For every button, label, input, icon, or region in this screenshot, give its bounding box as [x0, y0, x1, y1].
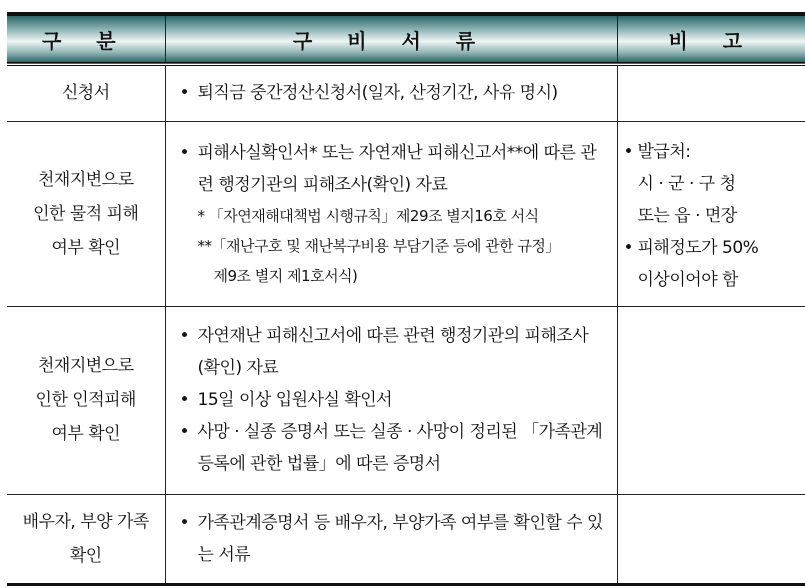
category-cell: 신청서 — [7, 64, 165, 121]
remark-line: 또는 읍 · 면장 — [637, 205, 737, 226]
document-item: • 퇴직금 중간정산신청서(일자, 산정기간, 사유 명시) — [176, 77, 609, 109]
header-documents: 구 비 서 류 — [165, 14, 617, 64]
required-documents-table — [7, 12, 805, 586]
document-item: • 15일 이상 입원사실 확인서 — [176, 384, 609, 416]
category-line: 배우자, 부양 가족 — [22, 511, 149, 532]
document-item: • 사망 · 실종 증명서 또는 실종 · 사망이 정리된 「가족관계등록에 관한 법률」에 따른 증명서 — [176, 416, 609, 480]
documents-cell — [165, 306, 617, 494]
documents-cell — [165, 64, 617, 121]
documents-cell — [165, 121, 617, 306]
category-line: 인한 인적피해 — [35, 390, 136, 410]
document-item: • 가족관계증명서 등 배우자, 부양가족 여부를 확인할 수 있는 서류 — [176, 507, 609, 571]
remark-line: 이상이어야 함 — [637, 269, 738, 290]
category-cell — [7, 306, 165, 494]
category-line: 확인 — [69, 545, 102, 566]
remark-item: • 발급처: — [624, 136, 802, 168]
remarks-cell — [617, 64, 805, 121]
category-line: 인한 물적 피해 — [33, 203, 139, 224]
category-line: 여부 확인 — [51, 424, 121, 444]
table-row — [7, 494, 805, 584]
footnote: **「재난구호 및 재난복구비용 부담기준 등에 관한 규정」 — [197, 236, 560, 255]
document-item: • 피해사실확인서* 또는 자연재난 피해신고서**에 따른 관련 행정기관의 피해조사(확인) 자료 — [176, 137, 609, 201]
documents-cell — [165, 494, 617, 584]
table-row — [7, 64, 805, 121]
category-cell — [7, 121, 165, 306]
category-line: 여부 확인 — [51, 237, 121, 258]
remark-item: • 피해정도가 50% — [624, 232, 802, 264]
header-category: 구 분 — [7, 14, 165, 64]
remarks-cell — [617, 306, 805, 494]
remarks-cell — [617, 494, 805, 584]
table-row — [7, 121, 805, 306]
table-header — [7, 14, 805, 64]
remarks-cell — [617, 121, 805, 306]
category-line: 천재지변으로 — [37, 356, 134, 376]
footnote: 제9조 별지 제1호서식) — [213, 266, 358, 285]
table-row — [7, 306, 805, 494]
category-cell — [7, 494, 165, 584]
header-remarks: 비 고 — [617, 14, 805, 64]
remark-line: 시 · 군 · 구 청 — [637, 173, 736, 194]
document-item: • 자연재난 피해신고서에 따른 관련 행정기관의 피해조사(확인) 자료 — [176, 320, 609, 384]
category-line: 천재지변으로 — [37, 169, 134, 190]
footnote: * 「자연재해대책법 시행규칙」제29조 별지16호 서식 — [197, 206, 539, 225]
